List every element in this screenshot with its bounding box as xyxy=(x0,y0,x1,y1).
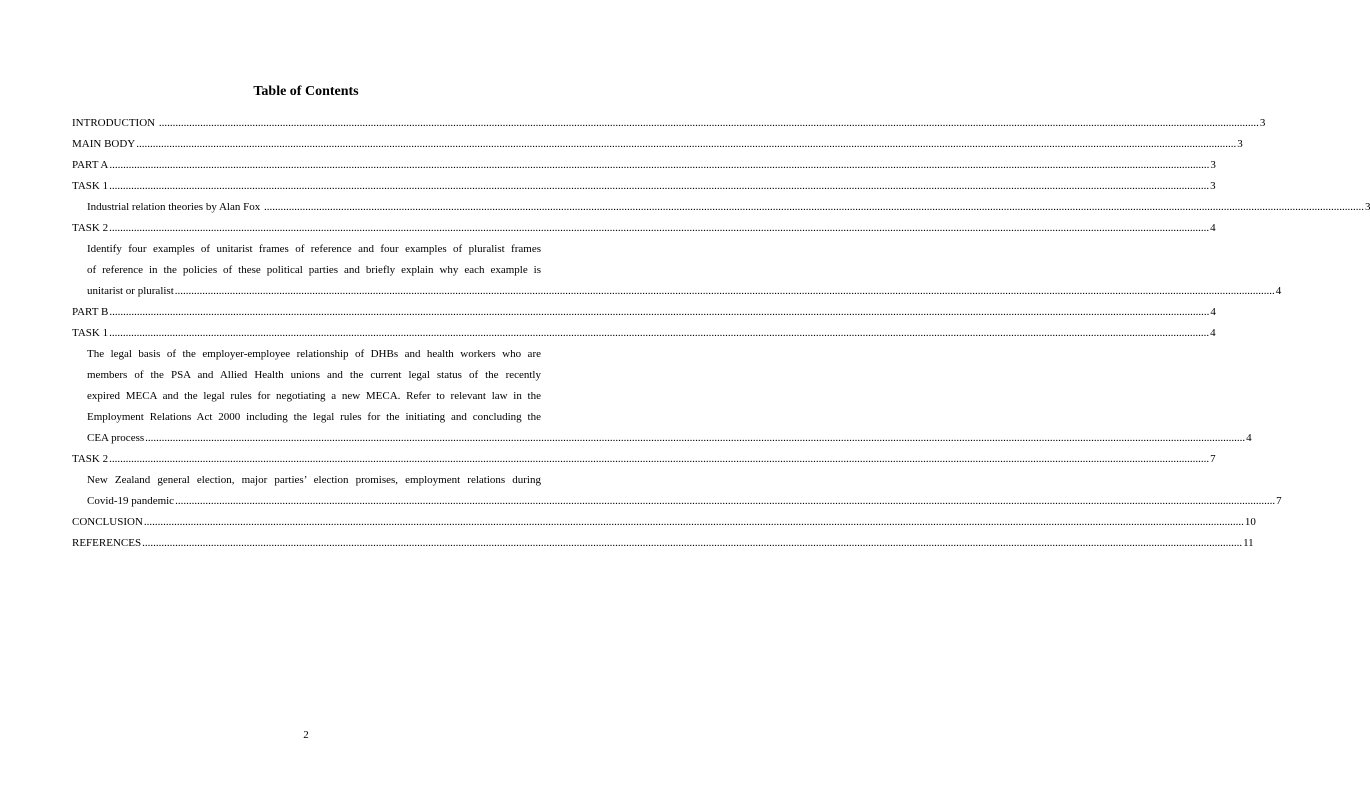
toc-subentry[interactable] xyxy=(72,470,1282,512)
dot-leader: ................................................................................................................................................................................................................................................................................................................................................................................................................ xyxy=(263,201,1364,213)
toc-entry[interactable] xyxy=(72,155,1216,176)
toc-entry-leader-line xyxy=(87,491,1282,512)
dot-leader: ................................................................................................................................................................................................................................................................................................................................................................................................................ xyxy=(174,285,1275,297)
dot-leader: ................................................................................................................................................................................................................................................................................................................................................................................................................ xyxy=(109,159,1210,171)
toc-page-number: 4 xyxy=(1275,285,1282,297)
toc-entry-title: CONCLUSION xyxy=(72,516,143,528)
toc-page-number: 4 xyxy=(1246,432,1252,444)
toc-entry-leader-line xyxy=(72,176,1216,197)
toc-entry[interactable] xyxy=(72,323,1216,344)
dot-leader: ................................................................................................................................................................................................................................................................................................................................................................................................................ xyxy=(143,516,1244,528)
toc-entry-text-line: New Zealand general election, major parties’ election promises, employment relations during xyxy=(87,474,541,486)
toc-entry[interactable] xyxy=(72,533,1254,554)
toc-entry-leader-line xyxy=(87,428,1252,449)
toc-entry[interactable] xyxy=(72,449,1216,470)
toc-page-number: 3 xyxy=(1237,138,1243,150)
toc-entry-title: PART B xyxy=(72,306,109,318)
toc-entry-leader-line xyxy=(72,449,1216,470)
toc-page-number: 7 xyxy=(1276,495,1282,507)
toc-page-number: 4 xyxy=(1210,222,1216,234)
toc-subentry[interactable] xyxy=(72,197,1370,218)
toc-page-number: 10 xyxy=(1244,516,1256,528)
toc-entry[interactable] xyxy=(72,218,1216,239)
dot-leader: ................................................................................................................................................................................................................................................................................................................................................................................................................ xyxy=(109,306,1210,318)
toc-entry-leader-line xyxy=(72,155,1216,176)
toc-entry-text-line: expired MECA and the legal rules for negotiating a new MECA. Refer to relevant law in the xyxy=(87,390,541,402)
toc-entry-leader-line xyxy=(72,512,1256,533)
toc-entry-text-line: Employment Relations Act 2000 including the legal rules for the initiating and concluding the xyxy=(87,411,541,423)
toc-entry[interactable] xyxy=(72,512,1256,533)
toc-entry-title: TASK 1 xyxy=(72,327,109,339)
dot-leader: ................................................................................................................................................................................................................................................................................................................................................................................................................ xyxy=(109,453,1210,465)
toc-entry-title: PART A xyxy=(72,159,109,171)
toc-entry-text-line: Identify four examples of unitarist frames of reference and four examples of pluralist frames xyxy=(87,243,541,255)
toc-entry-leader-line xyxy=(72,323,1216,344)
toc-page-number: 3 xyxy=(1259,117,1266,129)
toc-entry-text-line: of reference in the policies of these political parties and briefly explain why each example is xyxy=(87,264,541,276)
toc-entry-title: MAIN BODY xyxy=(72,138,136,150)
toc-entry-leader-line xyxy=(72,113,1266,134)
toc-entry-leader-line xyxy=(72,134,1243,155)
toc-entry-leader-line xyxy=(72,302,1216,323)
toc-entry-title: INTRODUCTION xyxy=(72,117,158,129)
toc-entry[interactable] xyxy=(72,302,1216,323)
toc-page-number: 4 xyxy=(1210,327,1216,339)
toc-title: Table of Contents xyxy=(253,84,359,99)
dot-leader: ................................................................................................................................................................................................................................................................................................................................................................................................................ xyxy=(158,117,1259,129)
toc-entry-leader-line xyxy=(72,218,1216,239)
toc-page-number: 7 xyxy=(1210,453,1216,465)
dot-leader: ................................................................................................................................................................................................................................................................................................................................................................................................................ xyxy=(175,495,1276,507)
dot-leader: ................................................................................................................................................................................................................................................................................................................................................................................................................ xyxy=(109,222,1210,234)
toc-entry[interactable] xyxy=(72,176,1216,197)
toc-entry-title: Covid-19 pandemic xyxy=(87,495,175,507)
toc-entry-text-line: members of the PSA and Allied Health unions and the current legal status of the recently xyxy=(87,369,541,381)
table-of-contents xyxy=(72,113,1370,554)
dot-leader: ................................................................................................................................................................................................................................................................................................................................................................................................................ xyxy=(142,537,1243,549)
toc-subentry[interactable] xyxy=(72,344,1252,449)
toc-entry[interactable] xyxy=(72,134,1243,155)
toc-entry-leader-line xyxy=(87,197,1370,218)
toc-entry-title: unitarist or pluralist xyxy=(87,285,174,297)
dot-leader: ................................................................................................................................................................................................................................................................................................................................................................................................................ xyxy=(109,327,1210,339)
toc-entry-title: TASK 2 xyxy=(72,222,109,234)
toc-page-number: 4 xyxy=(1210,306,1216,318)
dot-leader: ................................................................................................................................................................................................................................................................................................................................................................................................................ xyxy=(145,432,1246,444)
page-number: 2 xyxy=(303,729,309,741)
toc-entry-text-line: The legal basis of the employer-employee relationship of DHBs and health workers who are xyxy=(87,348,541,360)
toc-entry-leader-line xyxy=(87,281,1282,302)
toc-entry-title: TASK 1 xyxy=(72,180,109,192)
toc-entry[interactable] xyxy=(72,113,1266,134)
toc-entry-title: CEA process xyxy=(87,432,145,444)
toc-entry-title: Industrial relation theories by Alan Fox xyxy=(87,201,263,213)
dot-leader: ................................................................................................................................................................................................................................................................................................................................................................................................................ xyxy=(109,180,1210,192)
toc-entry-title: REFERENCES xyxy=(72,537,142,549)
toc-page-number: 3 xyxy=(1364,201,1370,213)
toc-page-number: 3 xyxy=(1210,180,1216,192)
toc-subentry[interactable] xyxy=(72,239,1282,302)
toc-entry-leader-line xyxy=(72,533,1254,554)
toc-page-number: 3 xyxy=(1210,159,1216,171)
toc-page-number: 11 xyxy=(1243,537,1254,549)
dot-leader: ................................................................................................................................................................................................................................................................................................................................................................................................................ xyxy=(136,138,1237,150)
toc-entry-title: TASK 2 xyxy=(72,453,109,465)
